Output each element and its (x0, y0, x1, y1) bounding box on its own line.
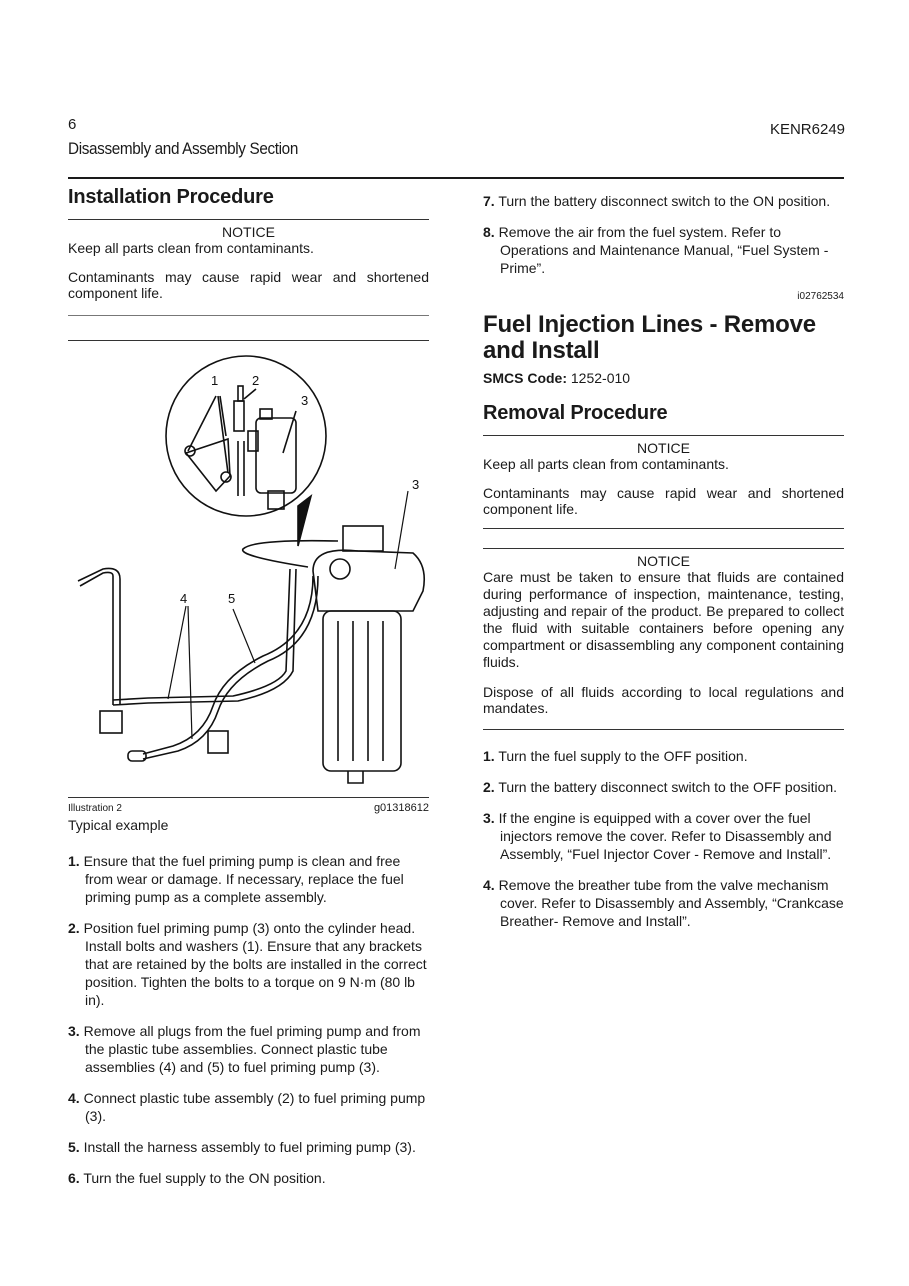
step-item: 8. Remove the air from the fuel system. Refer to Operations and Maintenance Manual, “Fuel System - Prime”. (483, 224, 829, 276)
step-item: 3. If the engine is equipped with a cover over the fuel injectors remove the cover. Refer to Disassembly and Assembly, “Fuel Injector Cover - Remove and Install”. (483, 810, 832, 862)
header-rule (68, 177, 844, 179)
notice-top-rule (68, 219, 429, 220)
step-item: 2. Turn the battery disconnect switch to the OFF position. (483, 779, 838, 795)
step-item: 4. Remove the breather tube from the valve mechanism cover. Refer to Disassembly and Assembly, “Crankcase Breather- Remove and Install”. (483, 877, 844, 929)
step-item: 2. Position fuel priming pump (3) onto the cylinder head. Install bolts and washers (1). Ensure that any brackets that are retained by the bolts are installed in the correct position. Tighten the bolts to a torque on 9 N·m (80 lb in). (68, 920, 427, 1008)
smcs-code: SMCS Code: 1252-010 (483, 370, 631, 386)
page-number: 6 (68, 116, 77, 133)
callout-3-main: 3 (412, 477, 420, 492)
step-item: 1. Ensure that the fuel priming pump is clean and free from wear or damage. If necessary, replace the fuel priming pump as a complete assembly. (68, 853, 404, 905)
illustration-meta (68, 802, 429, 814)
installation-steps (68, 852, 429, 1187)
step-item: 7. Turn the battery disconnect switch to the ON position. (483, 193, 831, 209)
callout-4: 4 (180, 591, 188, 606)
notice-bottom-rule (68, 315, 429, 316)
callout-5: 5 (228, 591, 236, 606)
notice-text: Keep all parts clean from contaminants. (68, 240, 314, 256)
notice-bottom-rule (483, 528, 844, 529)
step-item: 3. Remove all plugs from the fuel priming pump and from the plastic tube assemblies. Connect plastic tube assemblies (4) and (5) to fuel priming pump (3). (68, 1023, 421, 1075)
removal-procedure-heading: Removal Procedure (483, 402, 668, 424)
illustration-bottom-rule (68, 797, 429, 798)
step-item: 4. Connect plastic tube assembly (2) to fuel priming pump (3). (68, 1090, 426, 1124)
notice-top-rule (483, 548, 844, 549)
step-item: 1. Turn the fuel supply to the OFF position. (483, 748, 748, 764)
illustration-caption: Typical example (68, 817, 169, 833)
notice-title: NOTICE (222, 224, 275, 240)
fuel-priming-pump-illustration (68, 341, 429, 789)
notice-title: NOTICE (637, 553, 690, 569)
notice-text: Contaminants may cause rapid wear and shortened component life. (483, 485, 844, 517)
notice-text: Care must be taken to ensure that fluids are contained during performance of inspection, maintenance, testing, adjusting and repair of the product. Be prepared to collect the fluid with suitable containers before opening any compartment or disassembling any component containing fluids. (483, 569, 844, 670)
notice-text: Contaminants may cause rapid wear and shortened component life. (68, 269, 429, 301)
notice-text: Dispose of all fluids according to local regulations and mandates. (483, 684, 844, 716)
notice-top-rule (483, 435, 844, 436)
notice-box (483, 553, 844, 716)
notice-box (483, 440, 844, 517)
callout-3-detail: 3 (301, 393, 309, 408)
document-id: KENR6249 (769, 121, 845, 138)
removal-steps (483, 747, 844, 930)
notice-title: NOTICE (637, 440, 690, 456)
section-title: Disassembly and Assembly Section (68, 139, 298, 158)
notice-bottom-rule (483, 729, 844, 730)
illustration-label: Illustration 2 (68, 803, 122, 814)
callout-1: 1 (211, 373, 219, 388)
step-item: 6. Turn the fuel supply to the ON position. (68, 1170, 326, 1186)
notice-text: Keep all parts clean from contaminants. (483, 456, 729, 472)
illustration-code: g01318612 (373, 802, 429, 814)
right-column (483, 192, 844, 943)
notice-box (68, 224, 429, 301)
callout-2: 2 (252, 373, 260, 388)
article-id: i02762534 (797, 291, 844, 302)
step-item: 5. Install the harness assembly to fuel priming pump (3). (68, 1139, 416, 1155)
installation-procedure-heading: Installation Procedure (68, 186, 274, 208)
left-column (68, 186, 429, 1200)
article-title: Fuel Injection Lines - Remove and Install (483, 311, 816, 364)
